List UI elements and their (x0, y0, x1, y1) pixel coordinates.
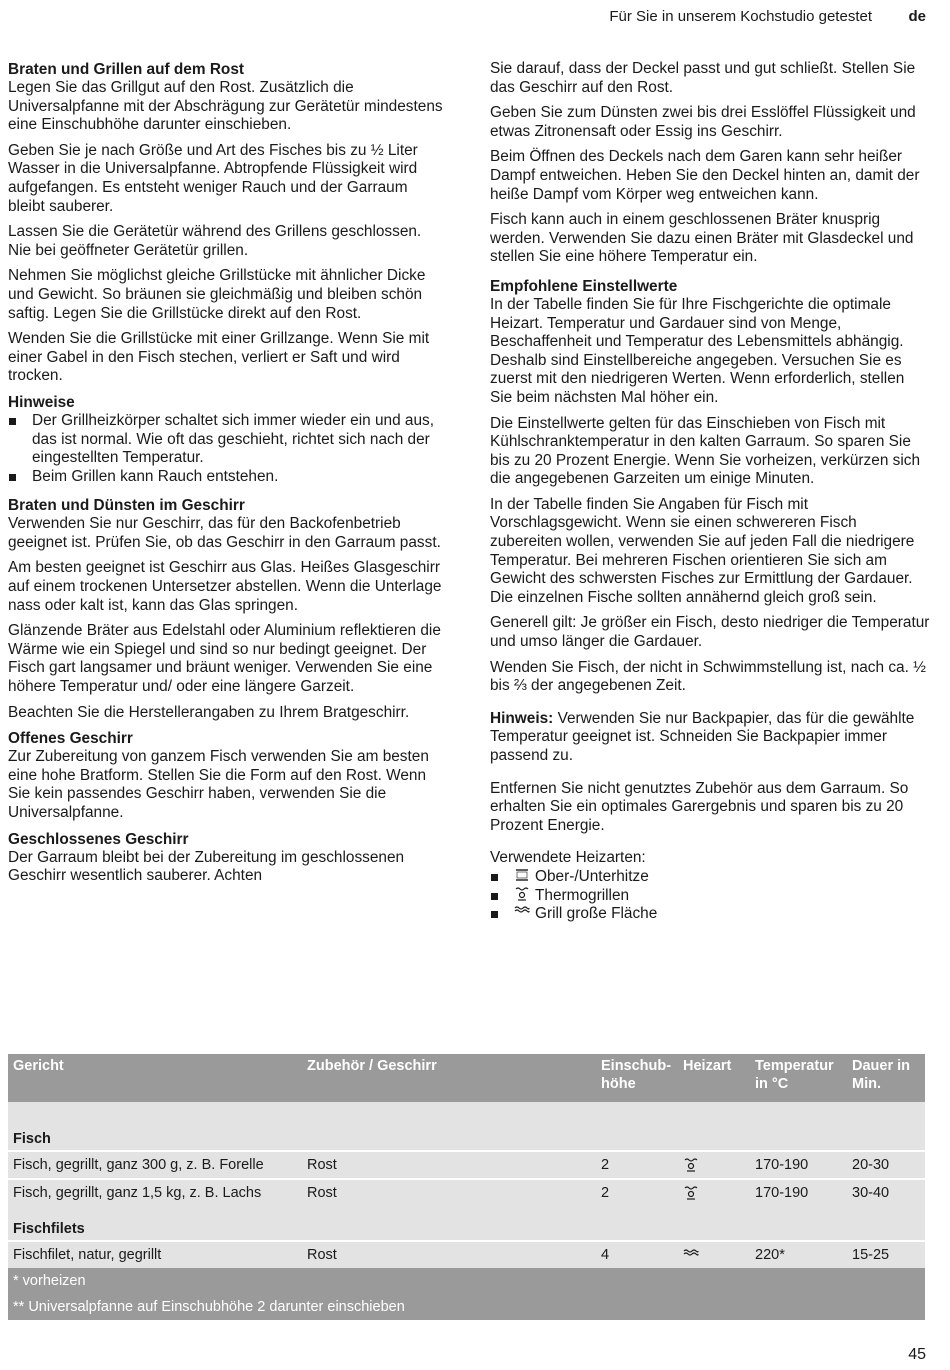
paragraph: Nehmen Sie möglichst gleiche Grillstücke mit ähnlicher Dicke und Gewicht. So bräunen sie gleichmäßig und bleiben schön saftig. Legen Sie die Grillstücke direkt auf den Rost. (8, 267, 426, 322)
cell-temperature: 170-190 (750, 1179, 847, 1206)
cell-dish: Fischfilet, natur, gegrillt (8, 1241, 302, 1268)
cell-duration: 30-40 (847, 1179, 925, 1206)
paragraph: Die Einstellwerte gelten für das Einschieben von Fisch mit Kühlschranktemperatur in den kalten Garraum. So sparen Sie bis zu 20 Prozent Energie. Wenn Sie vorheizen, verkürzen sich die angegebenen Garzeiten um einige Minuten. (490, 414, 921, 488)
heating-type-label: Ober-/Unterhitze (535, 867, 649, 885)
paragraph: Verwenden Sie nur Geschirr, das für den Backofenbetrieb geeignet ist. Prüfen Sie, ob das Geschirr in den Garraum passt. (8, 515, 441, 551)
heating-type-label: Thermogrillen (535, 886, 630, 904)
list-item: Der Grillheizkörper schaltet sich immer wieder ein und aus, das ist normal. Wie oft das geschieht, richtet sich nach der eingestellten Temperatur. (8, 412, 448, 468)
hint-label: Hinweis: (490, 709, 554, 727)
column-header (596, 1054, 678, 1102)
section-heading: Braten und Dünsten im Geschirr (8, 497, 245, 515)
cell-temperature: 220* (750, 1241, 847, 1268)
subsection-heading: Offenes Geschirr (8, 730, 133, 748)
subsection-heading: Geschlossenes Geschirr (8, 830, 189, 848)
group-label: Fisch (8, 1102, 925, 1151)
header-language: de (908, 8, 926, 25)
section-heading: Braten und Grillen auf dem Rost (8, 61, 245, 78)
heating-types-intro: Verwendete Heizarten: (490, 849, 646, 867)
hint-text: Verwenden Sie nur Backpapier, das für die gewählte Temperatur geeignet ist. Schneiden Sie Backpapier immer passend zu. (490, 709, 915, 764)
paragraph: In der Tabelle finden Sie Angaben für Fisch mit Vorschlagsgewicht. Wenn sie einen schwereren Fisch zubereiten wollen, verwenden Sie auf jeden Fall die niedrigere Temperatur. Bei mehreren Fischen orientieren Sie sich am Gewicht des schwersten Fisches zur Ermittlung der Gardauer. Die einzelnen Fische sollten annähernd gleich groß sein. (490, 495, 915, 606)
page-header (0, 8, 950, 30)
cell-accessory: Rost (302, 1151, 596, 1179)
top-bottom-heat-icon (514, 868, 530, 882)
cell-accessory: Rost (302, 1241, 596, 1268)
thermo-grill-icon (514, 887, 530, 901)
page-number: 45 (908, 1346, 926, 1363)
paragraph: Beim Öffnen des Deckels nach dem Garen kann sehr heißer Dampf entweichen. Heben Sie den Deckel hinten an, damit der heiße Dampf vom Körper weg entweichen kann. (490, 148, 920, 203)
cell-level: 2 (596, 1151, 678, 1179)
table-footnote-row (8, 1268, 925, 1294)
cell-heat (678, 1241, 750, 1268)
cell-duration: 15-25 (847, 1241, 925, 1268)
table-group-row (8, 1206, 925, 1241)
header-line: Temperatur (755, 1058, 834, 1074)
paragraph: Legen Sie das Grillgut auf den Rost. Zusätzlich die Universalpfanne mit der Abschrägung zur Gerätetür mindestens eine Einschubhöhe darunter einschieben. (8, 79, 443, 134)
column-header: Gericht (13, 1058, 64, 1074)
paragraph: Wenden Sie Fisch, der nicht in Schwimmstellung ist, nach ca. ½ bis ⅔ der angegebenen Zeit. (490, 658, 926, 695)
paragraph: Entfernen Sie nicht genutztes Zubehör aus dem Garraum. So erhalten Sie ein optimales Garergebnis und sparen bis zu 20 Prozent Energie. (490, 779, 909, 834)
cell-heat (678, 1151, 750, 1179)
list-item: Beim Grillen kann Rauch entstehen. (8, 468, 448, 487)
table-group-row (8, 1102, 925, 1151)
cell-dish: Fisch, gegrillt, ganz 300 g, z. B. Forelle (8, 1151, 302, 1179)
paragraph: Wenden Sie die Grillstücke mit einer Grillzange. Wenn Sie mit einer Gabel in den Fisch stechen, verliert er Saft und wird trocken. (8, 330, 430, 385)
paragraph: Der Garraum bleibt bei der Zubereitung im geschlossenen Geschirr wesentlich sauberer. Achten (8, 848, 405, 885)
table-row (8, 1241, 925, 1268)
heating-type-label: Grill große Fläche (535, 905, 658, 923)
right-column (490, 60, 930, 934)
paragraph: Geben Sie je nach Größe und Art des Fisches bis zu ½ Liter Wasser in die Universalpfanne. Abtropfende Flüssigkeit wird aufgefangen. Es entsteht weniger Rauch und der Garraum bleibt sauberer. (8, 141, 418, 215)
notes-list (8, 412, 448, 486)
header-line: Min. (852, 1076, 881, 1092)
grill-large-area-icon (683, 1248, 699, 1262)
paragraph: Zur Zubereitung von ganzem Fisch verwenden Sie am besten eine hohe Bratform. Stellen Sie die Form auf den Rost. Wenn Sie kein passendes Geschirr haben, verwenden Sie die Universalpfanne. (8, 748, 429, 821)
cell-level: 4 (596, 1241, 678, 1268)
cell-dish: Fisch, gegrillt, ganz 1,5 kg, z. B. Lachs (8, 1179, 302, 1206)
heating-type-item (490, 868, 930, 887)
table-row (8, 1151, 925, 1179)
settings-table (8, 1054, 925, 1320)
paragraph: Fisch kann auch in einem geschlossenen Bräter knusprig werden. Verwenden Sie dazu einen Bräter mit Glasdeckel und stellen Sie eine höhere Temperatur ein. (490, 211, 914, 266)
cell-heat (678, 1179, 750, 1206)
header-line: höhe (601, 1076, 636, 1092)
cell-accessory: Rost (302, 1179, 596, 1206)
section-heading: Empfohlene Einstellwerte (490, 277, 678, 295)
thermo-grill-icon (683, 1158, 699, 1172)
paragraph: Sie darauf, dass der Deckel passt und gut schließt. Stellen Sie das Geschirr auf den Rost. (490, 60, 916, 96)
group-label: Fischfilets (8, 1206, 925, 1241)
column-header (750, 1054, 847, 1102)
table-header-row (8, 1054, 925, 1102)
left-column (8, 60, 448, 886)
heating-type-item (490, 905, 930, 924)
paragraph: Beachten Sie die Herstellerangaben zu Ihrem Bratgeschirr. (8, 703, 410, 721)
paragraph: Am besten geeignet ist Geschirr aus Glas. Heißes Glasgeschirr auf einem trockenen Untersetzer abstellen. Wenn die Unterlage nass oder kalt ist, kann das Glas springen. (8, 559, 442, 614)
heating-types-list (490, 868, 930, 924)
thermo-grill-icon (683, 1186, 699, 1200)
paragraph: Geben Sie zum Dünsten zwei bis drei Esslöffel Flüssigkeit und etwas Zitronensaft oder Essig ins Geschirr. (490, 104, 916, 140)
cell-temperature: 170-190 (750, 1151, 847, 1179)
cell-duration: 20-30 (847, 1151, 925, 1179)
footnote: * vorheizen (8, 1268, 925, 1294)
paragraph: Glänzende Bräter aus Edelstahl oder Aluminium reflektieren die Wärme wie ein Spiegel und sind so nur bedingt geeignet. Der Fisch gart langsamer und bräunt weniger. Verwenden Sie eine höhere Temperatur und/ oder eine längere Garzeit. (8, 622, 441, 696)
grill-large-area-icon (514, 905, 530, 919)
footnote: ** Universalpfanne auf Einschubhöhe 2 darunter einschieben (8, 1294, 925, 1320)
cell-level: 2 (596, 1179, 678, 1206)
column-header: Zubehör / Geschirr (307, 1058, 437, 1074)
column-header: Heizart (683, 1058, 732, 1074)
paragraph: In der Tabelle finden Sie für Ihre Fischgerichte die optimale Heizart. Temperatur und Gardauer sind von Menge, Beschaffenheit und Temperatur des Lebensmittels abhängig. Deshalb sind Einstellbereiche angegeben. Versuchen Sie es zuerst mit den niedrigeren Werten. Wenn erforderlich, stellen Sie beim nächsten Mal höher ein. (490, 295, 905, 406)
header-line: Dauer in (852, 1058, 911, 1074)
notes-heading: Hinweise (8, 393, 75, 411)
header-line: in °C (755, 1076, 789, 1092)
header-line: Einschub- (601, 1058, 672, 1074)
paragraph: Generell gilt: Je größer ein Fisch, desto niedriger die Temperatur und umso länger die Gardauer. (490, 614, 930, 651)
paragraph: Lassen Sie die Gerätetür während des Grillens geschlossen. Nie bei geöffneter Gerätetür grillen. (8, 223, 422, 259)
header-title: Für Sie in unserem Kochstudio getestet (609, 8, 872, 25)
hint-paragraph (490, 710, 930, 766)
heating-type-item (490, 887, 930, 906)
column-header (847, 1054, 925, 1102)
table-row (8, 1179, 925, 1206)
table-footnote-row (8, 1294, 925, 1320)
